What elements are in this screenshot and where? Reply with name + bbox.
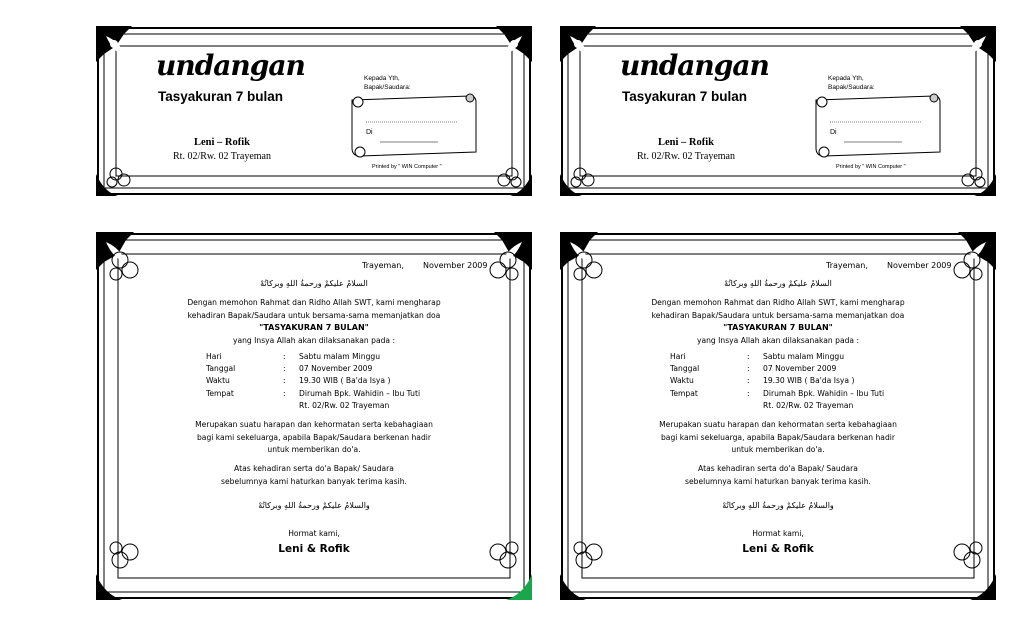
cover-names: Leni – Rofik bbox=[657, 137, 714, 148]
event-details bbox=[670, 351, 913, 412]
recipient-line-2: Bapak/Saudara: bbox=[364, 84, 411, 91]
intro-paragraph bbox=[608, 297, 948, 322]
cover-subtitle: Tasyakuran 7 bulan bbox=[622, 89, 748, 104]
intro-line-1: Dengan memohon Rahmat dan Ridho Allah SWT, kami mengharap bbox=[651, 298, 905, 307]
closing-line-3: untuk memberikan do'a. bbox=[267, 445, 361, 454]
event-title: "TASYAKURAN 7 BULAN" bbox=[723, 323, 833, 332]
intro-line-2: kehadiran Bapak/Saudara untuk bersama-sama memanjatkan doa bbox=[187, 310, 441, 320]
intro-line-3: yang Insya Allah akan dilaksanakan pada : bbox=[696, 336, 860, 345]
event-details bbox=[206, 351, 449, 412]
intro-line-2: kehadiran Bapak/Saudara untuk bersama-sama memanjatkan doa bbox=[651, 310, 905, 320]
detail-row-day: Hari : Sabtu malam Minggu bbox=[206, 352, 381, 361]
di-label: Di bbox=[366, 129, 373, 136]
salam-closing: والسلامُ عليكمْ ورحمةُ اللهِ وبركاتُهْ bbox=[722, 501, 834, 510]
thanks-paragraph bbox=[608, 463, 948, 488]
closing-line-2: bagi kami sekeluarga, apabila Bapak/Saudara berkenan hadir bbox=[660, 432, 896, 442]
printed-by: Printed by " WIN Computer " bbox=[372, 164, 442, 170]
salam-opening: السلامُ عليكمْ ورحمةُ اللهِ وبركاتُهْ bbox=[260, 279, 368, 288]
detail-row-time: Waktu : 19.30 WIB ( Ba'da Isya ) bbox=[670, 376, 855, 386]
intro-line-1: Dengan memohon Rahmat dan Ridho Allah SWT, kami mengharap bbox=[187, 298, 441, 307]
detail-row-address: Rt. 02/Rw. 02 Trayeman bbox=[299, 400, 390, 410]
inner-card-left bbox=[94, 230, 534, 602]
cover-address: Rt. 02/Rw. 02 Trayeman bbox=[173, 151, 271, 162]
intro-paragraph bbox=[144, 297, 484, 322]
detail-row-date: Tanggal : 07 November 2009 bbox=[206, 364, 373, 374]
date-value: November 2009 bbox=[886, 261, 952, 270]
di-label: Di bbox=[830, 129, 837, 136]
date-place: Trayeman, bbox=[362, 261, 404, 270]
thanks-paragraph bbox=[144, 463, 484, 488]
detail-row-date: Tanggal : 07 November 2009 bbox=[670, 364, 837, 374]
detail-row-day: Hari : Sabtu malam Minggu bbox=[670, 352, 845, 361]
detail-row-place: Tempat : Dirumah Bpk. Wahidin – Ibu Tuti bbox=[206, 388, 421, 398]
closing-paragraph bbox=[144, 419, 484, 457]
regards: Hormat kami, bbox=[288, 529, 340, 538]
date-line bbox=[826, 261, 952, 270]
recipient-line-2: Bapak/Saudara: bbox=[828, 84, 875, 91]
salam-opening: السلامُ عليكمْ ورحمةُ اللهِ وبركاتُهْ bbox=[724, 279, 832, 288]
couple-names: Leni & Rofik bbox=[742, 543, 814, 555]
printed-by: Printed by " WIN Computer " bbox=[836, 164, 906, 170]
date-place: Trayeman, bbox=[826, 261, 868, 270]
recipient-line-1: Kepada Yth, bbox=[828, 75, 864, 82]
detail-row-place: Tempat : Dirumah Bpk. Wahidin – Ibu Tuti bbox=[670, 388, 885, 398]
address-scroll bbox=[810, 90, 942, 164]
thanks-line-1: Atas kehadiran serta do'a Bapak/ Saudara bbox=[234, 464, 394, 473]
closing-line-1: Merupakan suatu harapan dan kehormatan serta kebahagiaan bbox=[195, 420, 433, 429]
thanks-line-2: sebelumnya kami haturkan banyak terima kasih. bbox=[221, 476, 407, 486]
intro-line-3: yang Insya Allah akan dilaksanakan pada : bbox=[232, 336, 396, 345]
regards: Hormat kami, bbox=[752, 529, 804, 538]
recipient-line-1: Kepada Yth, bbox=[364, 75, 400, 82]
date-line bbox=[362, 261, 488, 270]
closing-line-1: Merupakan suatu harapan dan kehormatan serta kebahagiaan bbox=[659, 420, 897, 429]
closing-line-2: bagi kami sekeluarga, apabila Bapak/Saudara berkenan hadir bbox=[196, 432, 432, 442]
closing-line-3: untuk memberikan do'a. bbox=[731, 445, 825, 454]
closing-paragraph bbox=[608, 419, 948, 457]
cover-title-script: undangan bbox=[620, 49, 769, 82]
inner-card-right bbox=[558, 230, 998, 602]
detail-row-time: Waktu : 19.30 WIB ( Ba'da Isya ) bbox=[206, 376, 391, 386]
cover-card-right bbox=[558, 24, 998, 198]
date-value: November 2009 bbox=[422, 261, 488, 270]
thanks-line-2: sebelumnya kami haturkan banyak terima kasih. bbox=[685, 476, 871, 486]
couple-names: Leni & Rofik bbox=[278, 543, 350, 555]
salam-closing: والسلامُ عليكمْ ورحمةُ اللهِ وبركاتُهْ bbox=[258, 501, 370, 510]
cover-names: Leni – Rofik bbox=[193, 137, 250, 148]
event-title: "TASYAKURAN 7 BULAN" bbox=[259, 323, 369, 332]
cover-title-script: undangan bbox=[156, 49, 305, 82]
cover-subtitle: Tasyakuran 7 bulan bbox=[158, 89, 284, 104]
cover-card-left bbox=[94, 24, 534, 198]
cover-address: Rt. 02/Rw. 02 Trayeman bbox=[637, 151, 735, 162]
thanks-line-1: Atas kehadiran serta do'a Bapak/ Saudara bbox=[698, 464, 858, 473]
detail-row-address: Rt. 02/Rw. 02 Trayeman bbox=[763, 400, 854, 410]
address-scroll bbox=[346, 90, 478, 164]
